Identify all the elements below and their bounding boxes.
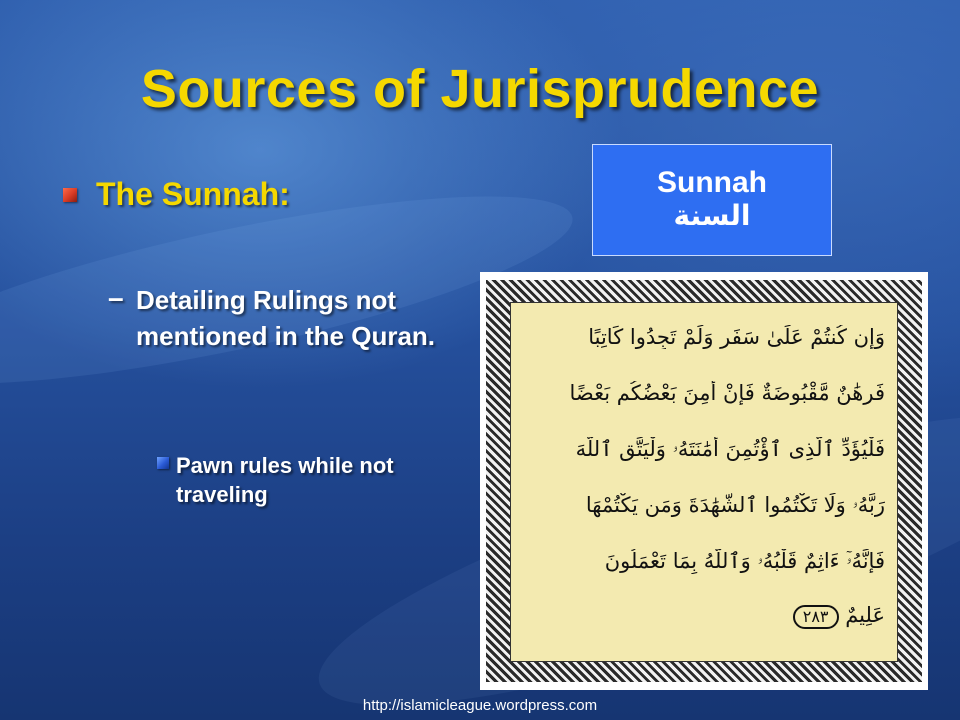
- verse-line: عَلِيمٌ: [845, 603, 885, 627]
- verse-line: رَبَّهُۥ وَلَا تَكْتُمُوا ٱلشَّهَٰدَةَ وَمَن يَكْتُمْهَا: [585, 493, 885, 517]
- bullet-icon: [63, 188, 77, 202]
- sub-bullet-icon: [157, 457, 169, 469]
- verse-line: فَرِهَٰنٌ مَّقْبُوضَةٌ فَإِنْ أَمِنَ بَعْضُكُم بَعْضًا: [569, 381, 885, 405]
- sub-bullet-point: Pawn rules while not traveling: [176, 453, 394, 507]
- verse-number-badge: ٢٨٣: [793, 605, 839, 629]
- sunnah-label-box: [592, 144, 832, 256]
- verse-line: فَلْيُؤَدِّ ٱلَّذِى ٱؤْتُمِنَ أَمَٰنَتَهُۥ وَلْيَتَّقِ ٱللَّهَ: [575, 437, 885, 461]
- bullet-point: Detailing Rulings not mentioned in the Quran.: [136, 285, 436, 351]
- verse-line-last: [519, 603, 885, 629]
- verse-line: وَإِن كُنتُمْ عَلَىٰ سَفَرٍ وَلَمْ تَجِدُوا كَاتِبًا: [588, 325, 885, 349]
- sunnah-label-arabic: السنة: [673, 199, 751, 232]
- sunnah-label-english: Sunnah: [657, 166, 767, 199]
- footer-url-text: http://islamicleague.wordpress.com: [362, 697, 598, 714]
- bullet-heading: The Sunnah:: [96, 176, 290, 212]
- quran-verse-image: [480, 272, 928, 690]
- verse-line: فَإِنَّهُۥٓ ءَاثِمٌ قَلْبُهُۥ وَٱللَّهُ بِمَا تَعْمَلُونَ: [604, 549, 885, 573]
- footer-url: [0, 697, 960, 714]
- quran-page: [510, 302, 898, 662]
- dash-bullet: –: [108, 282, 124, 313]
- slide-title: Sources of Jurisprudence: [140, 59, 820, 119]
